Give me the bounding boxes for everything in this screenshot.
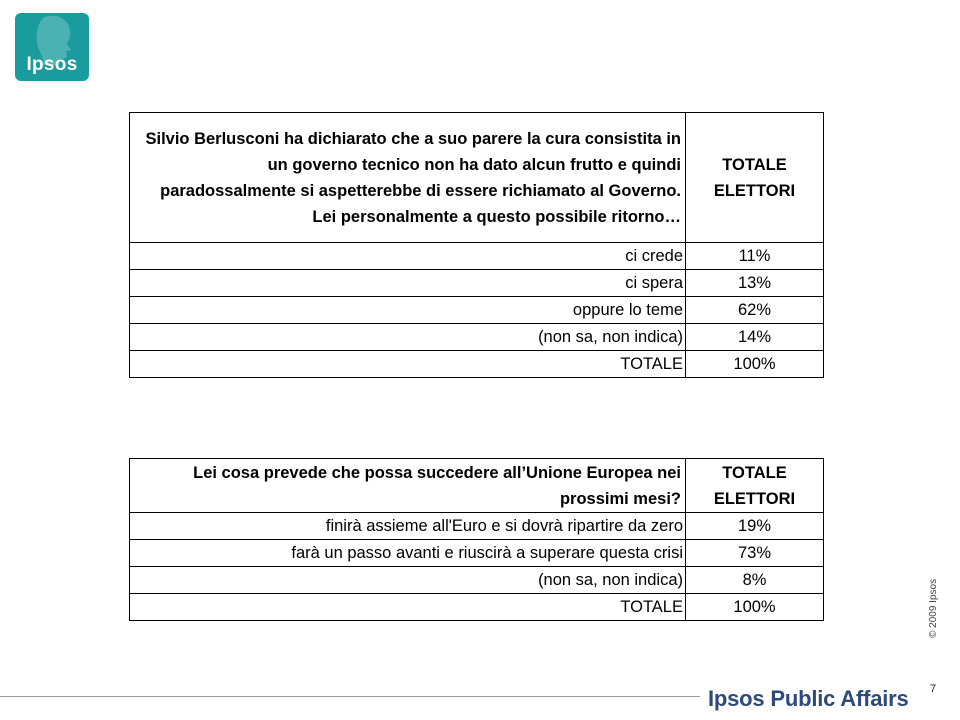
answer-label: farà un passo avanti e riuscirà a superare questa crisi [130,540,686,567]
answer-label: (non sa, non indica) [130,567,686,594]
total-label: TOTALE [130,594,686,621]
question-text: Silvio Berlusconi ha dichiarato che a suo parere la cura consistita in un governo tecnico non ha dato alcun frutto e quindi paradossalmente si aspetterebbe di essere richiamato al Governo. Lei personalmente a questo possibile ritorno… [130,113,686,243]
table-row [130,297,824,324]
table-row [130,324,824,351]
column-header: TOTALE ELETTORI [686,113,824,243]
total-row [130,594,824,621]
answer-label: (non sa, non indica) [130,324,686,351]
question-text: Lei cosa prevede che possa succedere all’Unione Europea nei prossimi mesi? [130,459,686,513]
copyright-notice: © 2009 Ipsos [928,578,939,638]
total-label: TOTALE [130,351,686,378]
answer-label: finirà assieme all'Euro e si dovrà ripartire da zero [130,513,686,540]
answer-value: 14% [686,324,824,351]
column-header: TOTALE ELETTORI [686,459,824,513]
survey-table-berlusconi [129,112,824,378]
table-header-row [130,459,824,513]
answer-value: 11% [686,243,824,270]
table-row [130,567,824,594]
answer-label: ci spera [130,270,686,297]
ipsos-logo [15,13,89,81]
answer-value: 73% [686,540,824,567]
total-value: 100% [686,351,824,378]
total-row [130,351,824,378]
table-row [130,513,824,540]
answer-label: oppure lo teme [130,297,686,324]
answer-value: 8% [686,567,824,594]
table-row [130,243,824,270]
answer-value: 13% [686,270,824,297]
answer-value: 62% [686,297,824,324]
page-number: 7 [930,683,937,695]
total-value: 100% [686,594,824,621]
brand-name: Ipsos Public Affairs [708,686,909,711]
table-row [130,540,824,567]
footer-divider [0,696,700,697]
logo-text: Ipsos [26,54,78,75]
table-header-row [130,113,824,243]
survey-table-unione-europea [129,458,824,621]
answer-value: 19% [686,513,824,540]
answer-label: ci crede [130,243,686,270]
table-row [130,270,824,297]
